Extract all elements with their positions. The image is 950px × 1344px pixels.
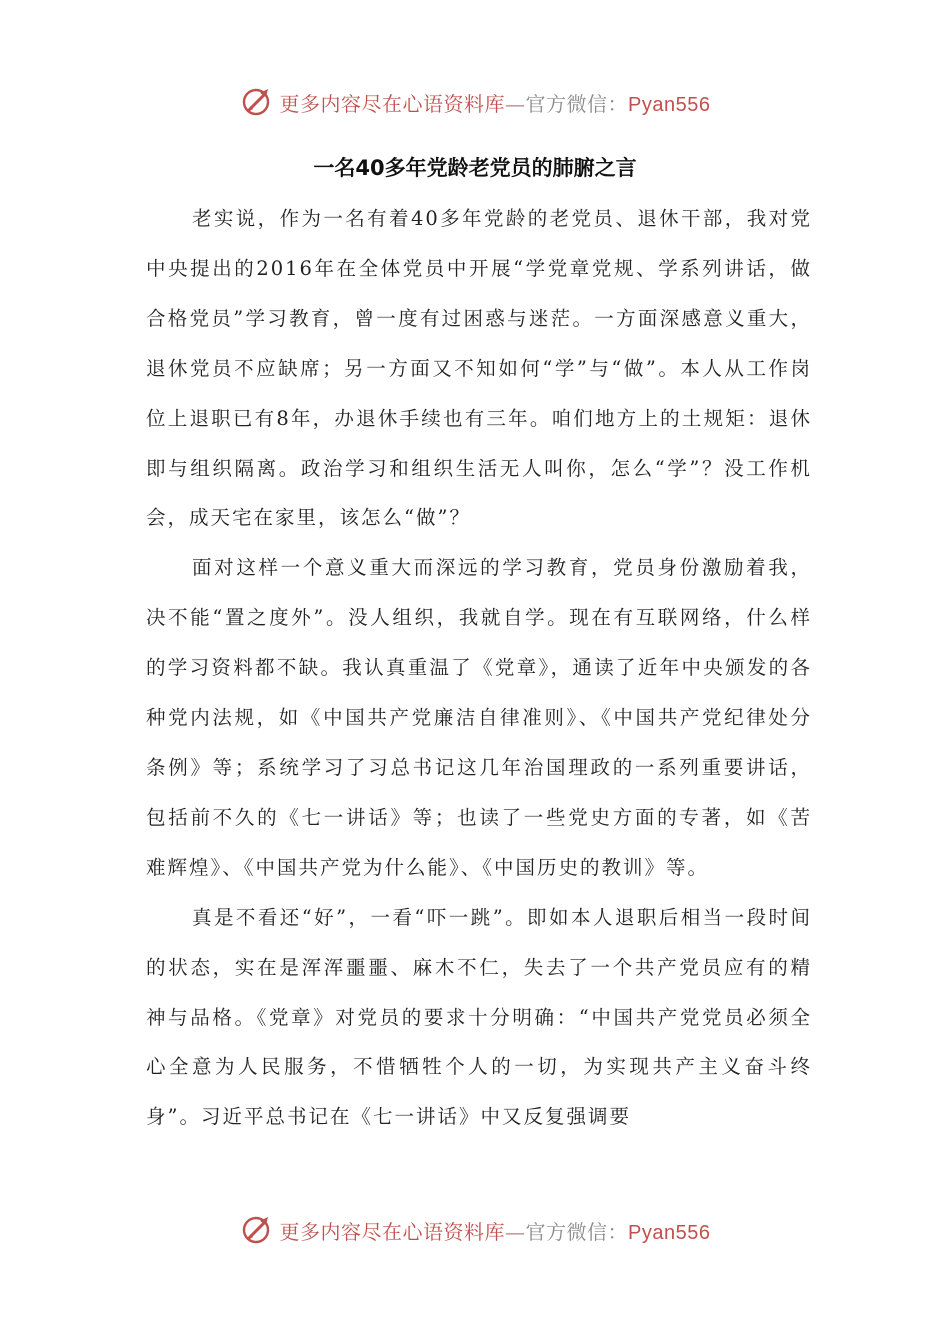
footer-watermark-banner bbox=[0, 1208, 950, 1252]
watermark-label: 官方微信： bbox=[525, 1219, 629, 1244]
watermark-brand: 更多内容尽在心语资料库 bbox=[279, 1219, 506, 1244]
paragraph-2: 面对这样一个意义重大而深远的学习教育，党员身份激励着我，决不能“置之度外”。没人组织，我就自学。现在有互联网络，什么样的学习资料都不缺。我认真重温了《党章》，通读了近年中央颁发的各种党内法规，如《中国共产党廉洁自律准则》、《中国共产党纪律处分条例》等；系统学习了习总书记这几年治国理政的一系列重要讲话，包括前不久的《七一讲话》等；也读了一些党史方面的专著，如《苦难辉煌》、《中国共产党为什么能》、《中国历史的教训》等。 bbox=[146, 556, 812, 879]
watermark-text bbox=[280, 1216, 711, 1245]
document-title: 一名40多年党龄老党员的肺腑之言 bbox=[313, 156, 637, 180]
watermark-dash: — bbox=[505, 91, 526, 116]
paragraph-1: 老实说，作为一名有着40多年党龄的老党员、退休干部，我对党中央提出的2016年在全体党员中开展“学党章党规、学系列讲话，做合格党员”学习教育，曾一度有过困惑与迷茫。一方面深感意义重大，退休党员不应缺席；另一方面又不知如何“学”与“做”。本人从工作岗位上退职已有8年，办退休手续也有三年。咱们地方上的土规矩：退休即与组织隔离。政治学习和组织生活无人叫你，怎么“学”？没工作机会，成天宅在家里，该怎么“做”？ bbox=[146, 207, 812, 530]
pen-logo-icon bbox=[240, 85, 274, 119]
watermark-wechat-id: Pyan556 bbox=[628, 93, 711, 116]
pen-logo-icon bbox=[240, 1213, 274, 1247]
paragraph-3: 真是不看还“好”，一看“吓一跳”。即如本人退职后相当一段时间的状态，实在是浑浑噩噩、麻木不仁，失去了一个共产党员应有的精神与品格。《党章》对党员的要求十分明确：“中国共产党党员必须全心全意为人民服务，不惜牺牲个人的一切，为实现共产主义奋斗终身”。习近平总书记在《七一讲话》中又反复强调要 bbox=[146, 905, 812, 1129]
watermark-brand: 更多内容尽在心语资料库 bbox=[279, 91, 506, 116]
watermark-text bbox=[280, 88, 711, 117]
watermark-label: 官方微信： bbox=[525, 91, 629, 116]
watermark-wechat-id: Pyan556 bbox=[628, 1221, 711, 1244]
document-body bbox=[146, 194, 812, 1142]
header-watermark-banner bbox=[0, 80, 950, 124]
watermark-dash: — bbox=[505, 1219, 526, 1244]
